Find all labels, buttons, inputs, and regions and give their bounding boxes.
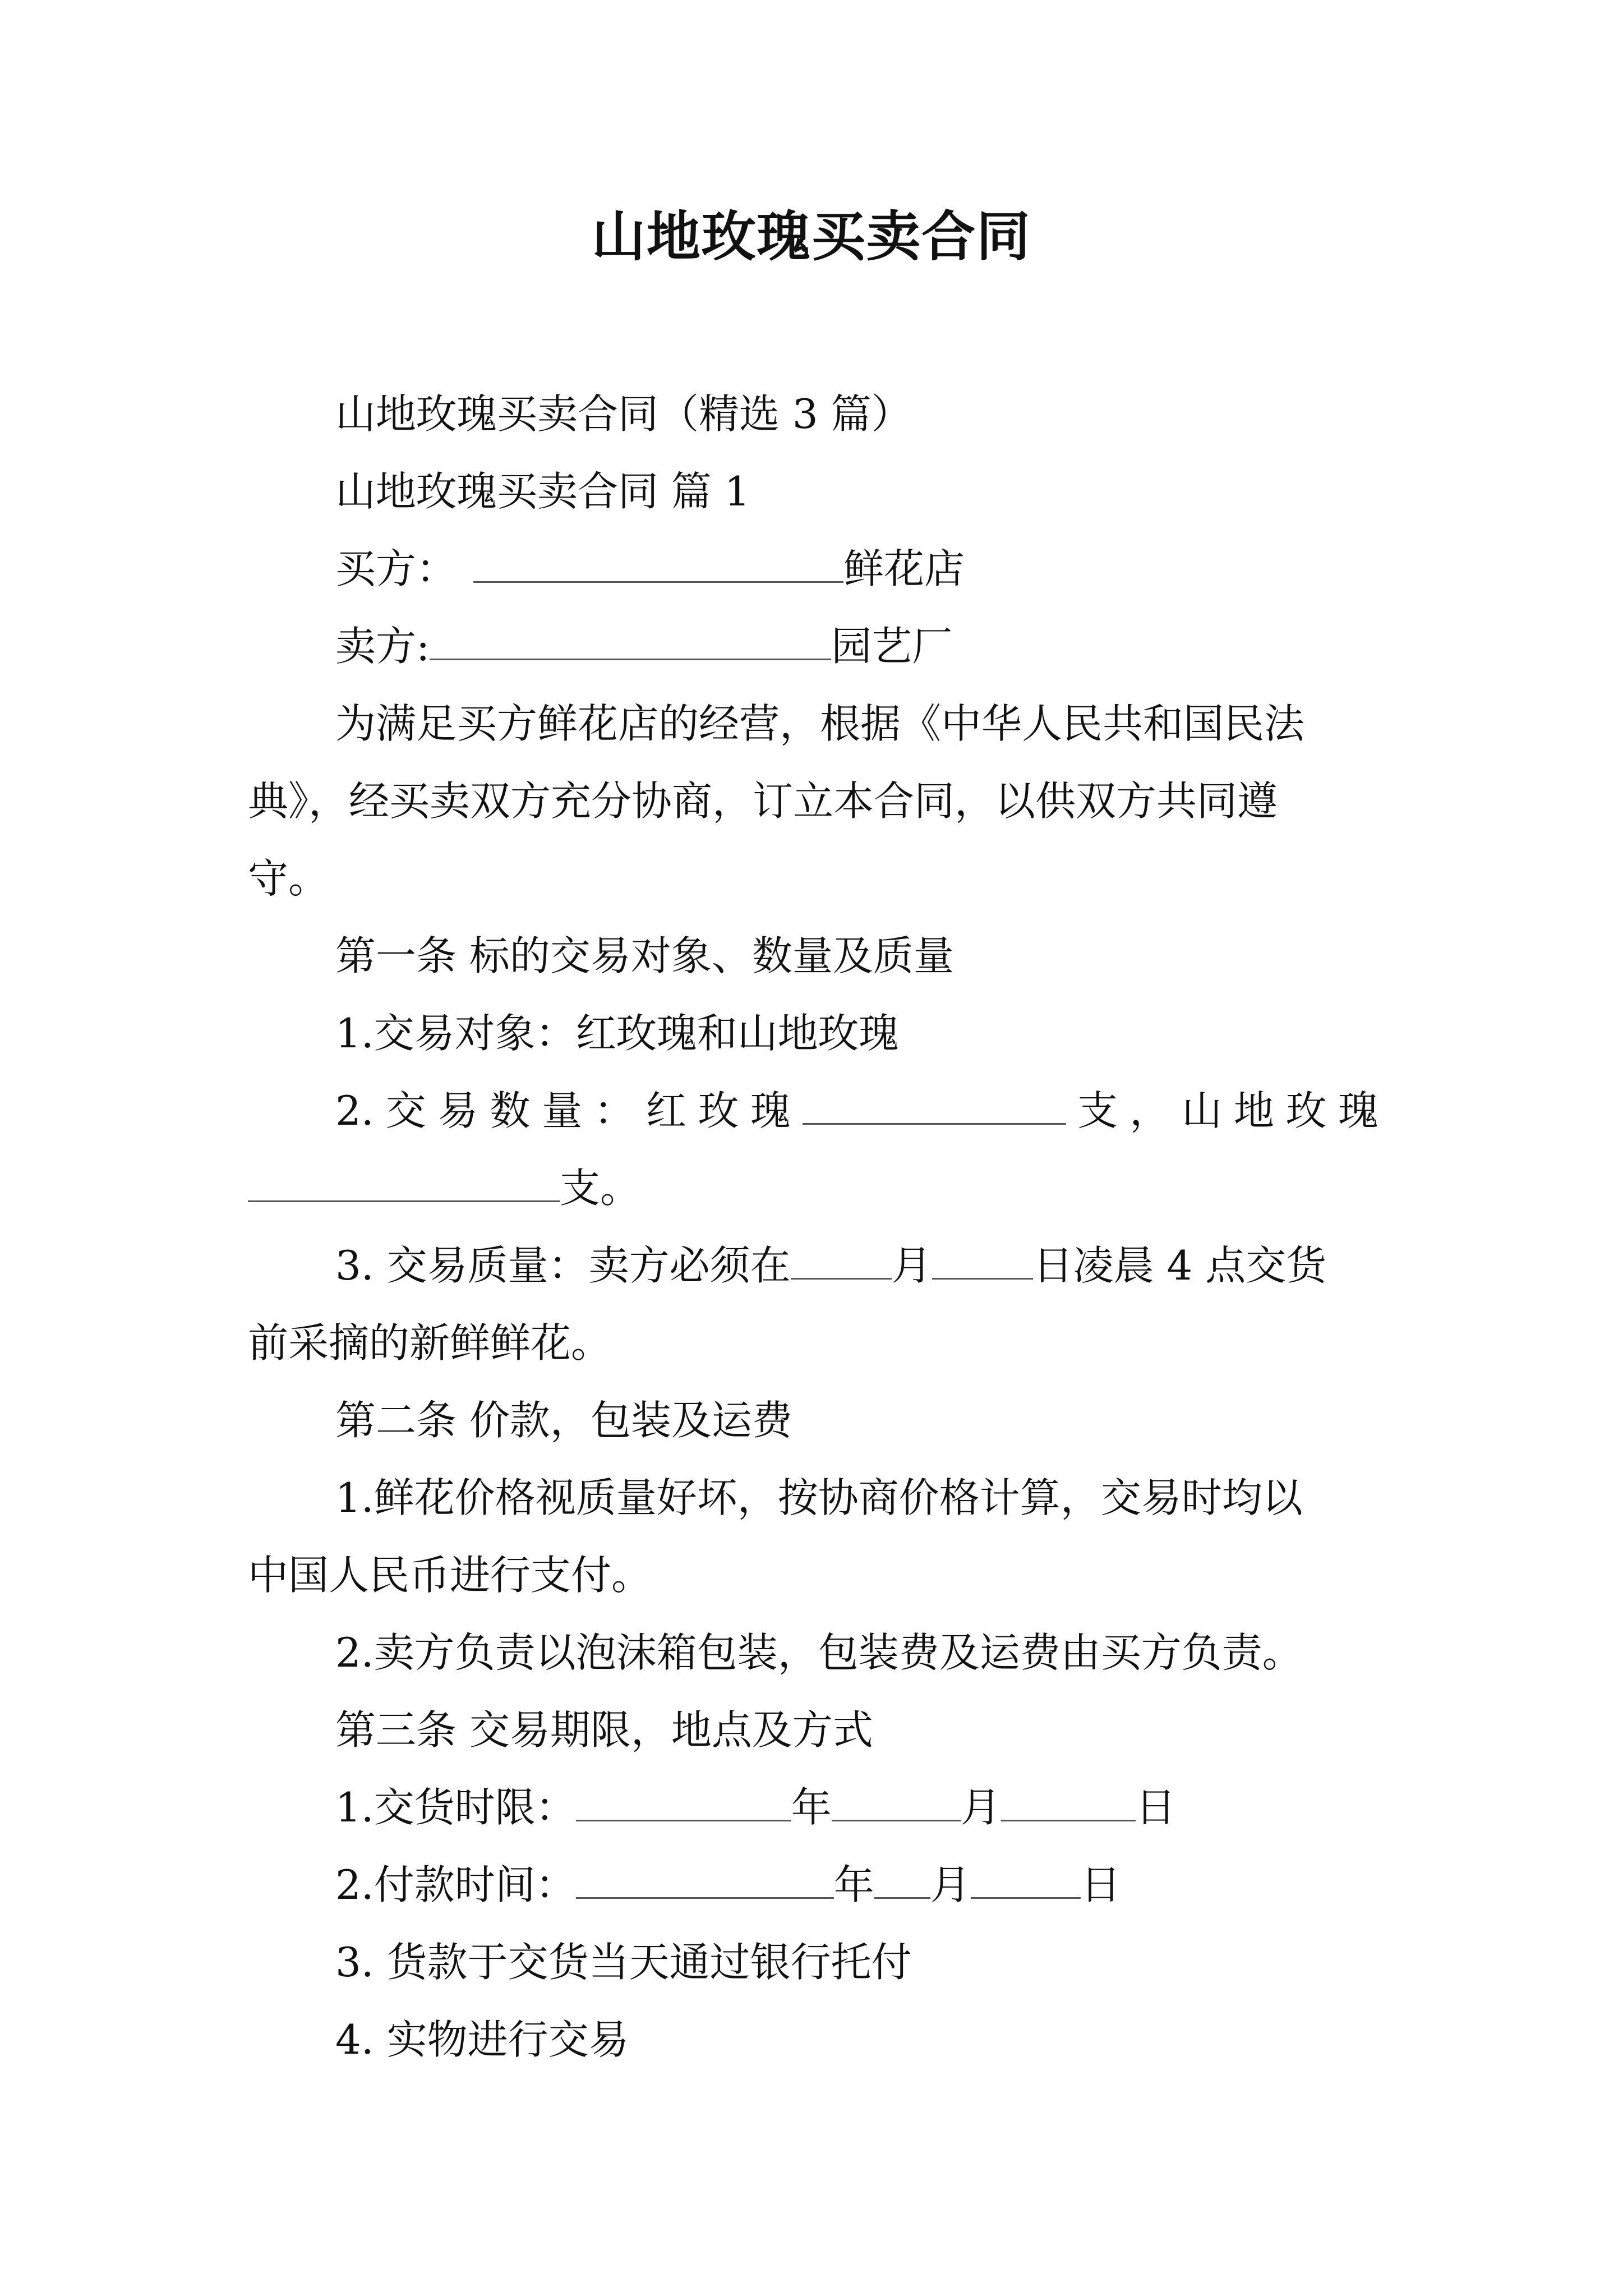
quantity-unit: 支。 bbox=[560, 1165, 641, 1212]
month-label: 月 bbox=[960, 1784, 1001, 1831]
article-2-item-1: 1.鲜花价格视质量好坏，按协商价格计算，交易时均以 bbox=[335, 1474, 1303, 1521]
buyer-line bbox=[335, 542, 965, 596]
quantity-line-char: 瑰 bbox=[1338, 1087, 1378, 1134]
article-1-item-3 bbox=[335, 1239, 1326, 1292]
seller-name-blank bbox=[430, 622, 831, 660]
month-label: 月 bbox=[930, 1861, 971, 1908]
month-blank bbox=[791, 1241, 892, 1280]
quantity-line-char: 玫 bbox=[1285, 1087, 1326, 1134]
quantity-line-char: 2. bbox=[335, 1087, 374, 1134]
payment-month-blank bbox=[874, 1860, 930, 1899]
quantity-line-char: 玫 bbox=[698, 1087, 739, 1134]
document-title: 山地玫瑰买卖合同 bbox=[592, 205, 1031, 268]
seller-suffix: 园艺厂 bbox=[831, 623, 953, 670]
subtitle: 山地玫瑰买卖合同（精选 3 篇） bbox=[335, 390, 912, 438]
day-label: 日 bbox=[1080, 1861, 1121, 1908]
month-label: 月 bbox=[891, 1242, 932, 1289]
delivery-deadline-label: 1.交货时限： bbox=[335, 1784, 576, 1831]
day-blank bbox=[932, 1241, 1033, 1280]
day-label: 日 bbox=[1135, 1784, 1176, 1831]
quantity-line-char: 支 bbox=[1077, 1087, 1118, 1134]
article-2-item-2: 2.卖方负责以泡沫箱包装，包装费及运费由买方负责。 bbox=[335, 1629, 1303, 1676]
article-1-item-3-continued: 前采摘的新鲜鲜花。 bbox=[248, 1319, 612, 1366]
chapter-heading: 山地玫瑰买卖合同 篇 1 bbox=[335, 468, 750, 515]
year-label: 年 bbox=[833, 1861, 874, 1908]
article-1-item-2 bbox=[335, 1084, 1378, 1138]
quantity-line-char: 瑰 bbox=[750, 1087, 791, 1134]
quantity-line-char: 量 bbox=[542, 1087, 583, 1134]
quality-text: 3. 交易质量：卖方必须在 bbox=[335, 1242, 791, 1289]
buyer-label: 买方： bbox=[335, 545, 457, 592]
delivery-time-text: 日凌晨 4 点交货 bbox=[1032, 1242, 1327, 1289]
payment-year-blank bbox=[576, 1860, 834, 1899]
year-label: 年 bbox=[791, 1784, 832, 1831]
preamble-line-3: 守。 bbox=[248, 855, 329, 902]
article-3-heading: 第三条 交易期限，地点及方式 bbox=[335, 1706, 873, 1754]
quantity-line-char: ： bbox=[594, 1087, 635, 1134]
seller-label: 卖方: bbox=[335, 623, 430, 670]
article-1-heading: 第一条 标的交易对象、数量及质量 bbox=[335, 932, 954, 979]
rose-quantity-blank bbox=[248, 1163, 560, 1202]
buyer-suffix: 鲜花店 bbox=[843, 545, 965, 592]
article-1-item-1: 1.交易对象：红玫瑰和山地玫瑰 bbox=[335, 1010, 899, 1057]
article-3-item-4: 4. 实物进行交易 bbox=[335, 2016, 629, 2063]
seller-line bbox=[335, 619, 952, 673]
delivery-year-blank bbox=[576, 1783, 791, 1821]
preamble-line-1: 为满足买方鲜花店的经营，根据《中华人民共和国民法 bbox=[335, 700, 1305, 747]
article-2-item-1-continued: 中国人民币进行支付。 bbox=[248, 1552, 652, 1599]
payment-day-blank bbox=[971, 1860, 1081, 1899]
buyer-name-blank bbox=[473, 544, 843, 583]
red-rose-quantity-blank bbox=[803, 1086, 1066, 1125]
quantity-line-char: 数 bbox=[490, 1087, 531, 1134]
quantity-line-char: 易 bbox=[437, 1087, 478, 1134]
payment-time-label: 2.付款时间： bbox=[335, 1861, 576, 1908]
article-3-item-2 bbox=[335, 1858, 1121, 1912]
preamble-line-2: 典》，经买卖双方充分协商，订立本合同，以供双方共同遵 bbox=[248, 777, 1278, 825]
article-2-heading: 第二条 价款，包装及运费 bbox=[335, 1397, 792, 1444]
quantity-line-char: 红 bbox=[645, 1087, 686, 1134]
quantity-line-char: 地 bbox=[1234, 1087, 1275, 1134]
quantity-line-char: 山 bbox=[1182, 1087, 1223, 1134]
article-1-item-2-continued bbox=[248, 1161, 640, 1215]
quantity-line-char: ， bbox=[1129, 1087, 1170, 1134]
delivery-day-blank bbox=[1001, 1783, 1136, 1821]
article-3-item-3: 3. 货款于交货当天通过银行托付 bbox=[335, 1939, 912, 1986]
quantity-line-char: 交 bbox=[385, 1087, 426, 1134]
article-3-item-1 bbox=[335, 1780, 1176, 1834]
delivery-month-blank bbox=[832, 1783, 961, 1821]
